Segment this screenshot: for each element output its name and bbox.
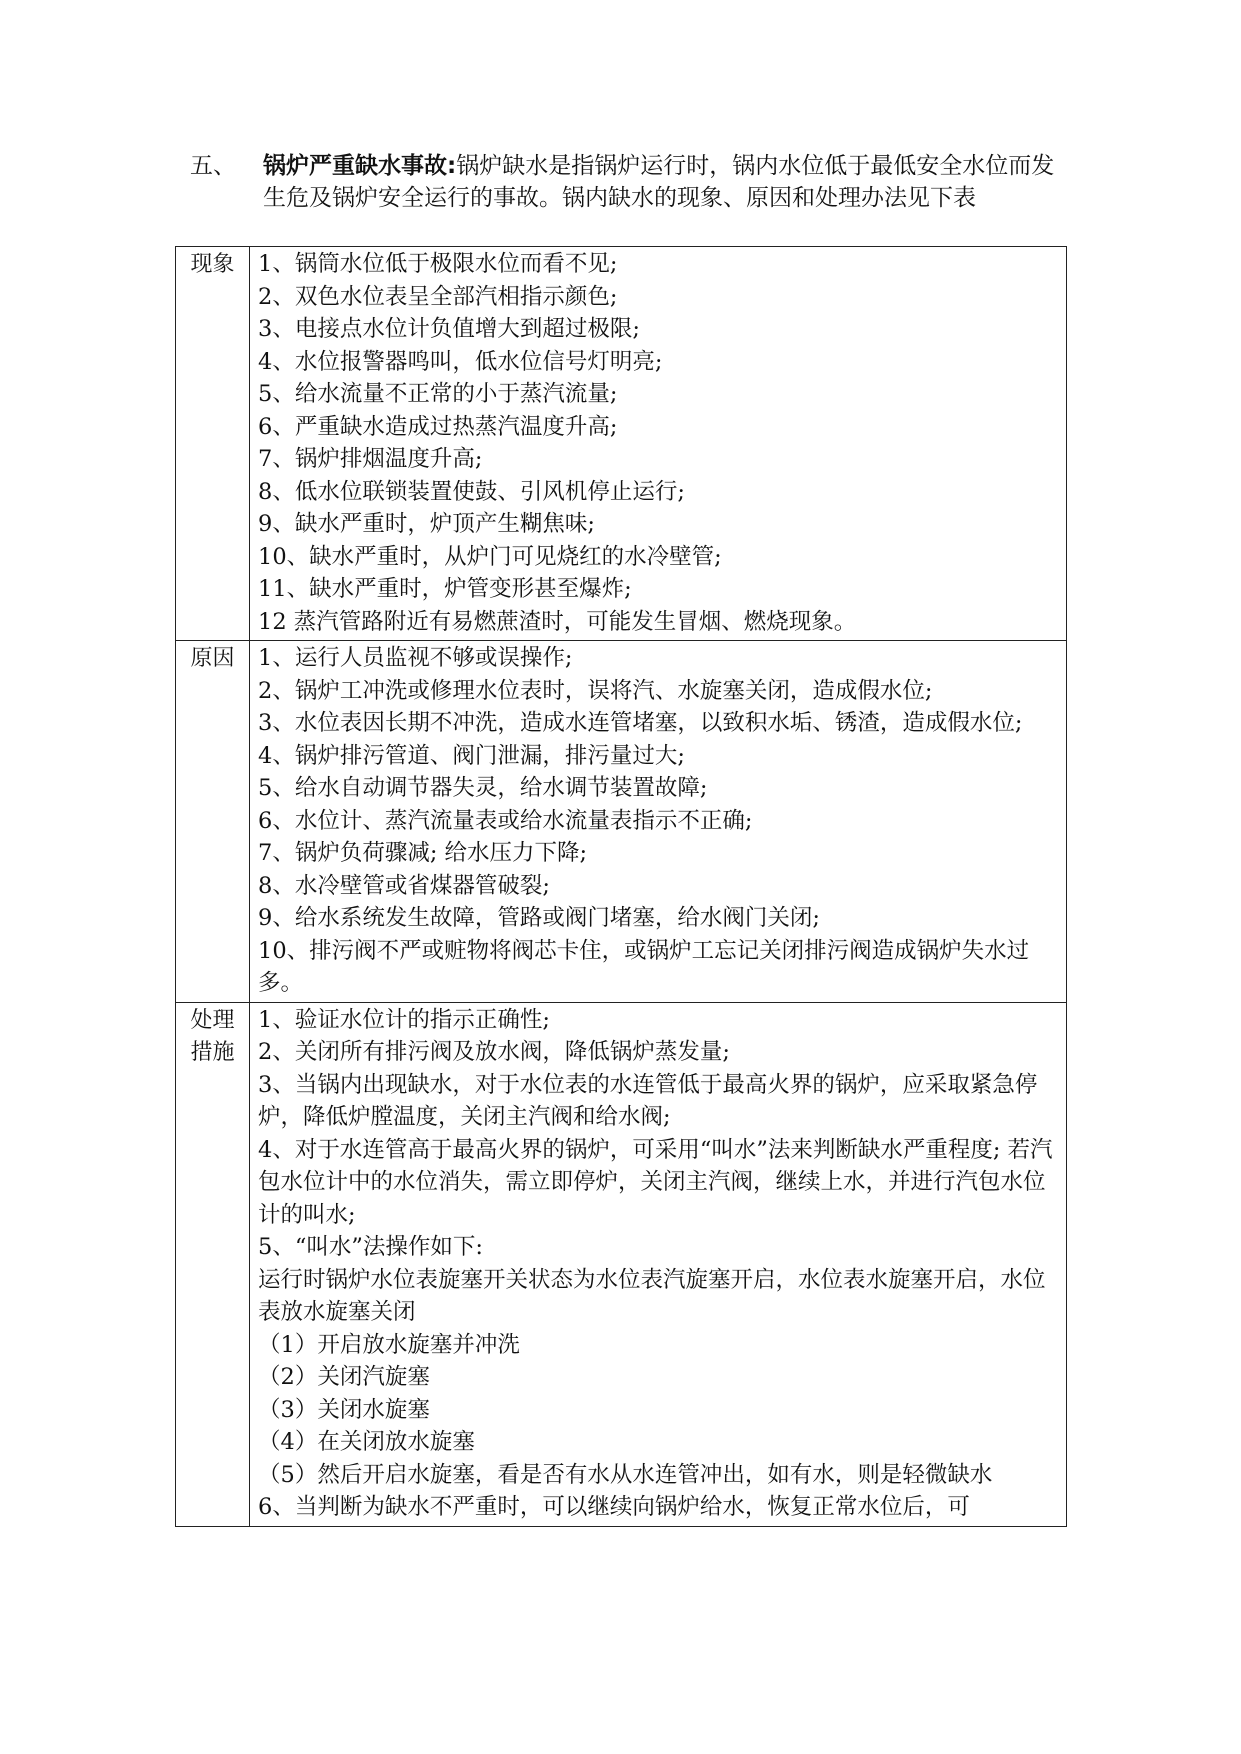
list-item: 4、水位报警器鸣叫，低水位信号灯明亮; [258, 348, 663, 375]
list-item: 8、低水位联锁装置使鼓、引风机停止运行; [258, 478, 685, 505]
list-item: 运行时锅炉水位表旋塞开关状态为水位表汽旋塞开启，水位表水旋塞开启，水位表放水旋塞关闭 [258, 1266, 1046, 1325]
list-item: 11、缺水严重时，炉管变形甚至爆炸; [258, 576, 632, 602]
list-item: 8、水冷壁管或省煤器管破裂; [258, 872, 550, 899]
list-item: （2）关闭汽旋塞 [258, 1364, 430, 1390]
list-item: 6、严重缺水造成过热蒸汽温度升高; [258, 413, 618, 440]
row-content-causes [250, 641, 1067, 1003]
list-item: （4）在关闭放水旋塞 [258, 1429, 475, 1455]
row-label-measures [176, 1002, 250, 1526]
list-item: （3）关闭水旋塞 [258, 1396, 430, 1423]
section-number: 五、 [190, 153, 236, 179]
list-item: 5、给水流量不正常的小于蒸汽流量; [258, 381, 618, 407]
list-item: 4、对于水连管高于最高火界的锅炉，可采用“叫水”法来判断缺水严重程度; 若汽包水位计中的水位消失，需立即停炉，关闭主汽阀，继续上水，并进行汽包水位计的叫水; [258, 1136, 1053, 1228]
list-item: 10、缺水严重时，从炉门可见烧红的水冷壁管; [258, 543, 722, 570]
table-row-symptoms [176, 247, 1067, 641]
section-text: 锅炉缺水是指锅炉运行时，锅内水位低于最低安全水位而发生危及锅炉安全运行的事故。锅内缺水的现象、原因和处理办法见下表 [263, 153, 1055, 211]
list-item: 10、排污阀不严或赃物将阀芯卡住，或锅炉工忘记关闭排污阀造成锅炉失水过多。 [258, 937, 1030, 996]
list-item: 6、水位计、蒸汽流量表或给水流量表指示不正确; [258, 807, 753, 834]
list-item: 12 蒸汽管路附近有易燃蔗渣时，可能发生冒烟、燃烧现象。 [258, 608, 857, 635]
list-item: 2、双色水位表呈全部汽相指示颜色; [258, 283, 618, 310]
list-item: 6、当判断为缺水不严重时，可以继续向锅炉给水，恢复正常水位后，可 [258, 1494, 970, 1520]
list-item: 5、给水自动调节器失灵，给水调节装置故障; [258, 775, 708, 801]
row-label-symptoms [176, 247, 250, 641]
section-title: 锅炉严重缺水事故: [263, 153, 457, 179]
table-row-causes [176, 641, 1067, 1003]
list-item: 1、锅筒水位低于极限水位而看不见; [258, 251, 618, 277]
row-label-text: 处理 [190, 1007, 235, 1033]
list-item: 5、“叫水”法操作如下: [258, 1234, 483, 1260]
row-content-measures [250, 1002, 1067, 1526]
list-item: （5）然后开启水旋塞，看是否有水从水连管冲出，如有水，则是轻微缺水 [258, 1461, 993, 1488]
list-item: 7、锅炉负荷骤减; 给水压力下降; [258, 840, 588, 866]
list-item: （1）开启放水旋塞并冲洗 [258, 1331, 520, 1358]
list-item: 3、当锅内出现缺水，对于水位表的水连管低于最高火界的锅炉，应采取紧急停炉，降低炉膛温度，关闭主汽阀和给水阀; [258, 1071, 1038, 1130]
list-item: 3、电接点水位计负值增大到超过极限; [258, 316, 640, 342]
list-item: 4、锅炉排污管道、阀门泄漏，排污量过大; [258, 742, 685, 769]
list-item: 2、关闭所有排污阀及放水阀，降低锅炉蒸发量; [258, 1039, 730, 1065]
accident-table [175, 246, 1067, 1527]
list-item: 2、锅炉工冲洗或修理水位表时，误将汽、水旋塞关闭，造成假水位; [258, 677, 933, 704]
row-label-text: 原因 [190, 646, 235, 671]
list-item: 3、水位表因长期不冲洗，造成水连管堵塞，以致积水垢、锈渣，造成假水位; [258, 710, 1023, 736]
list-item: 9、缺水严重时，炉顶产生糊焦味; [258, 511, 595, 537]
list-item: 9、给水系统发生故障，管路或阀门堵塞，给水阀门关闭; [258, 905, 820, 931]
row-label-text: 现象 [190, 252, 235, 277]
list-item: 1、验证水位计的指示正确性; [258, 1006, 550, 1033]
list-item: 1、运行人员监视不够或误操作; [258, 645, 573, 671]
table-body [176, 247, 1067, 1527]
row-label-text: 措施 [190, 1040, 235, 1065]
section-intro [263, 150, 1063, 214]
row-content-symptoms [250, 247, 1067, 641]
table-row-measures [176, 1002, 1067, 1526]
row-label-causes [176, 641, 250, 1003]
list-item: 7、锅炉排烟温度升高; [258, 446, 483, 472]
